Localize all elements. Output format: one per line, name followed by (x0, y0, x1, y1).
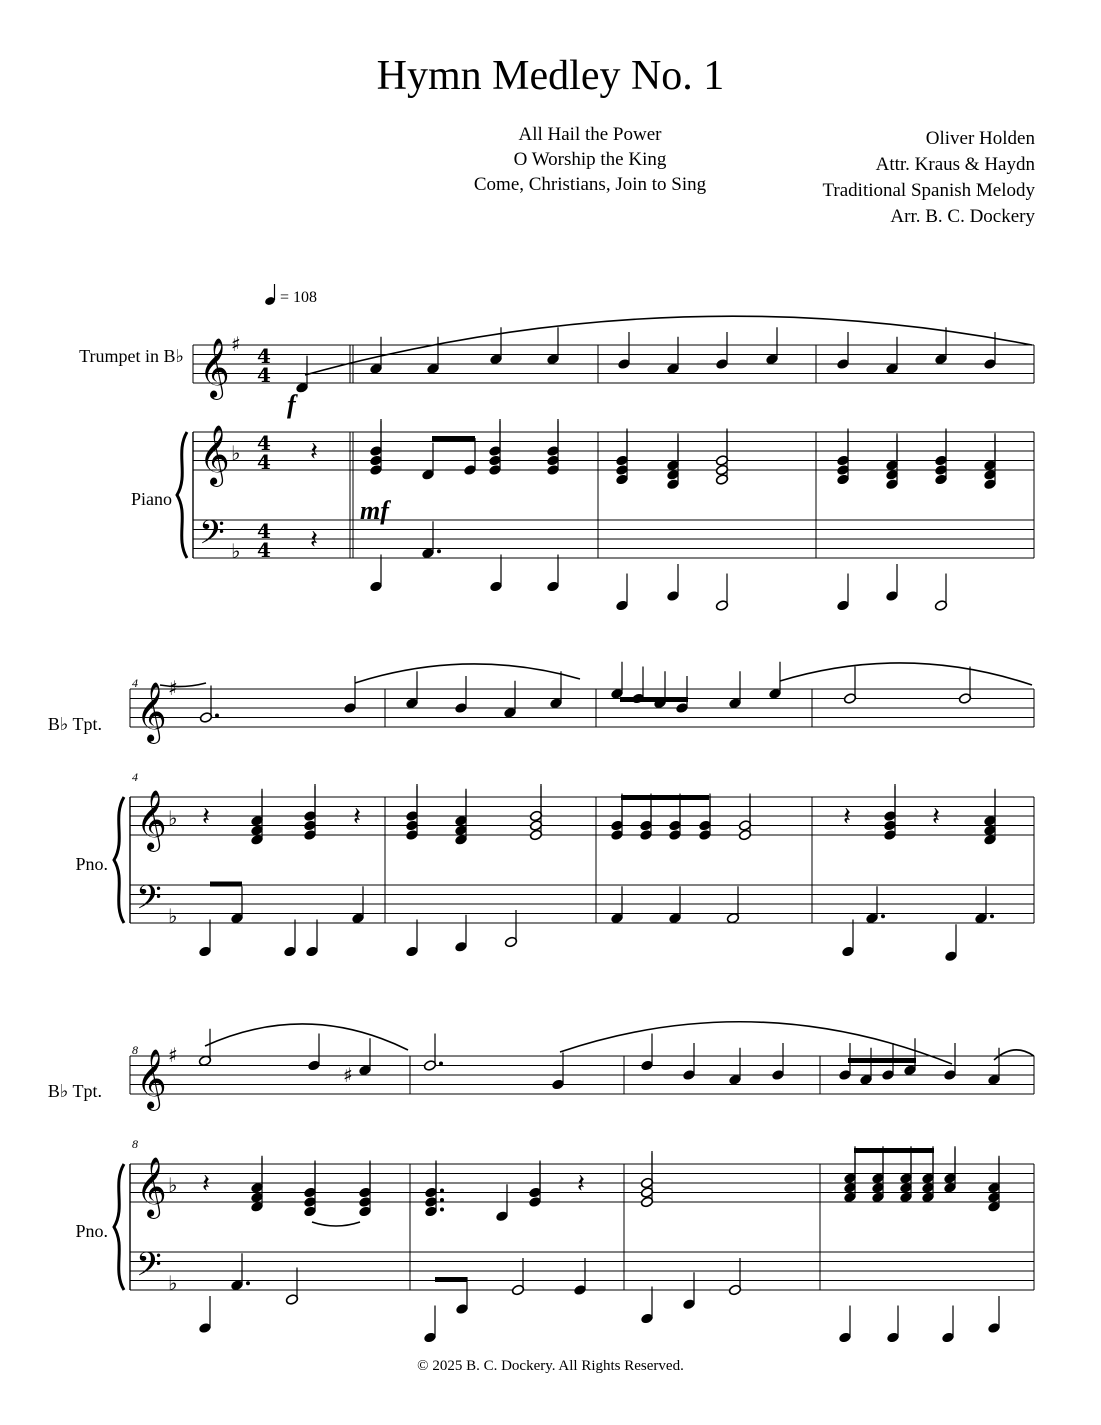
dot (215, 714, 219, 718)
beam (854, 1148, 934, 1153)
dot (440, 1189, 444, 1193)
flat-icon: ♭ (168, 1173, 178, 1197)
note (728, 1048, 741, 1086)
quarter-rest-icon: 𝄽 (202, 1169, 210, 1199)
note (836, 574, 849, 612)
bass-clef-icon: 𝄢 (199, 514, 225, 560)
note (903, 1038, 916, 1076)
note (546, 327, 559, 365)
measure-number-pno-8: 8 (132, 1137, 138, 1151)
hymn-title-2: O Worship the King (513, 149, 667, 170)
note (511, 1258, 524, 1296)
note (423, 1306, 436, 1344)
note (495, 1184, 508, 1222)
note (885, 337, 898, 375)
time-sig-num: 4 (257, 519, 271, 543)
note (198, 1296, 211, 1334)
note (841, 920, 854, 958)
flat-icon: ♭ (231, 539, 241, 563)
note (941, 1306, 954, 1344)
sharp-icon: ♯ (343, 1063, 353, 1087)
note (859, 1048, 872, 1086)
note (682, 1272, 695, 1310)
note (230, 886, 243, 924)
hymn-title-1: All Hail the Power (518, 124, 662, 145)
bass-clef-icon: 𝄢 (136, 1246, 162, 1292)
trumpet-short-label-2: B♭ Tpt. (47, 1081, 102, 1101)
tempo-value: = 108 (280, 289, 318, 306)
dot (437, 549, 441, 553)
note (455, 1277, 468, 1315)
note (668, 886, 681, 924)
slur (160, 683, 206, 687)
note (358, 1038, 371, 1076)
note (838, 1306, 851, 1344)
note (426, 337, 439, 375)
note (305, 920, 318, 958)
note (421, 443, 434, 481)
beam (435, 1277, 467, 1282)
note (343, 676, 356, 714)
slur (780, 663, 1032, 685)
note (974, 886, 994, 924)
note (987, 1296, 1000, 1334)
dynamic-piano: mf (360, 496, 389, 525)
hymn-title-3: Come, Christians, Join to Sing (473, 174, 707, 195)
brace-icon (114, 797, 124, 923)
treble-clef-icon: 𝄞 (199, 425, 230, 485)
slur (355, 664, 580, 683)
treble-clef-icon: 𝄞 (136, 1049, 167, 1109)
quarter-rest-icon: 𝄽 (202, 802, 210, 832)
flat-icon: ♭ (231, 441, 241, 465)
treble-clef-icon: 𝄞 (136, 790, 167, 850)
sharp-icon: ♯ (231, 332, 241, 356)
note (610, 886, 623, 924)
sharp-icon: ♯ (168, 1043, 178, 1067)
quarter-rest-icon: 𝄽 (932, 802, 940, 832)
note (675, 676, 688, 714)
quarter-rest-icon: 𝄽 (353, 802, 361, 832)
time-sig-num: 4 (257, 431, 271, 455)
score-systems (114, 316, 1034, 1343)
slur (994, 1050, 1034, 1060)
measure-number-pno-4: 4 (132, 770, 138, 784)
dot (440, 1208, 444, 1212)
note (666, 564, 679, 602)
note (549, 671, 562, 709)
note (285, 1268, 298, 1306)
note (653, 671, 666, 709)
beam (848, 1058, 916, 1063)
flat-icon: ♭ (168, 806, 178, 830)
credit-3: Traditional Spanish Melody (822, 180, 1035, 201)
dot (440, 1198, 444, 1202)
note (987, 1048, 1000, 1086)
note (728, 1258, 741, 1296)
note (551, 1053, 564, 1091)
flat-icon: ♭ (168, 904, 178, 928)
note (504, 910, 517, 948)
note (728, 671, 741, 709)
note (198, 920, 211, 958)
note (640, 1034, 653, 1072)
slur (312, 1222, 360, 1226)
note (351, 886, 364, 924)
time-sig-num: 4 (257, 344, 271, 368)
note (421, 521, 441, 559)
dot (246, 1281, 250, 1285)
quarter-rest-icon: 𝄽 (310, 437, 318, 467)
slur (305, 316, 1032, 375)
brace-icon (114, 1164, 124, 1290)
note (726, 886, 739, 924)
credit-4: Arr. B. C. Dockery (890, 206, 1035, 227)
note (886, 1306, 899, 1344)
measure-number-tpt-4: 4 (132, 676, 138, 690)
slur (205, 1024, 408, 1050)
time-sig-den: 4 (257, 363, 271, 387)
piano-short-label-2: Pno. (75, 1221, 108, 1241)
beam (621, 795, 709, 800)
measure-number-tpt-8: 8 (132, 1043, 138, 1057)
note (489, 555, 502, 593)
note (369, 555, 382, 593)
time-sig-den: 4 (257, 450, 271, 474)
note (230, 1253, 250, 1291)
note (283, 920, 296, 958)
beam (432, 436, 475, 441)
note (771, 1043, 784, 1081)
note (454, 915, 467, 953)
trumpet-label: Trumpet in B♭ (79, 346, 184, 366)
note (198, 1029, 211, 1067)
trumpet-short-label: B♭ Tpt. (47, 714, 102, 734)
note (715, 332, 728, 370)
credit-2: Attr. Kraus & Haydn (875, 154, 1035, 175)
note (573, 1258, 586, 1296)
note (715, 574, 728, 612)
note (765, 327, 778, 365)
dot (990, 914, 994, 918)
note (405, 671, 418, 709)
piano-label: Piano (130, 489, 172, 509)
note (843, 667, 856, 705)
credit-1: Oliver Holden (925, 128, 1035, 149)
page-title: Hymn Medley No. 1 (376, 53, 725, 99)
note (424, 1206, 444, 1218)
note (463, 438, 476, 476)
piano-short-label: Pno. (75, 854, 108, 874)
note (768, 662, 781, 700)
quarter-rest-icon: 𝄽 (577, 1169, 585, 1199)
note (958, 667, 971, 705)
brace-icon (177, 432, 187, 558)
note (934, 574, 947, 612)
quarter-rest-icon: 𝄽 (310, 525, 318, 555)
note (546, 555, 559, 593)
note (405, 920, 418, 958)
note (682, 1043, 695, 1081)
note (640, 1287, 653, 1325)
note (666, 337, 679, 375)
treble-clef-icon: 𝄞 (136, 1157, 167, 1217)
copyright: © 2025 B. C. Dockery. All Rights Reserved. (417, 1358, 684, 1374)
flat-icon: ♭ (168, 1271, 178, 1295)
beam (210, 882, 242, 887)
dot (881, 914, 885, 918)
note (885, 564, 898, 602)
dynamic-trumpet: f (287, 390, 296, 419)
note (307, 1034, 320, 1072)
note (944, 924, 957, 962)
note (617, 332, 630, 370)
note (503, 681, 516, 719)
note (610, 662, 623, 700)
note (615, 574, 628, 612)
time-sig-den: 4 (257, 538, 271, 562)
dot (439, 1062, 443, 1066)
note (454, 676, 467, 714)
treble-clef-icon: 𝄞 (199, 338, 230, 398)
treble-clef-icon: 𝄞 (136, 682, 167, 742)
bass-clef-icon: 𝄢 (136, 879, 162, 925)
note (865, 886, 885, 924)
quarter-rest-icon: 𝄽 (843, 802, 851, 832)
note (836, 332, 849, 370)
sharp-icon: ♯ (168, 676, 178, 700)
note (934, 327, 947, 365)
beam (620, 697, 688, 702)
